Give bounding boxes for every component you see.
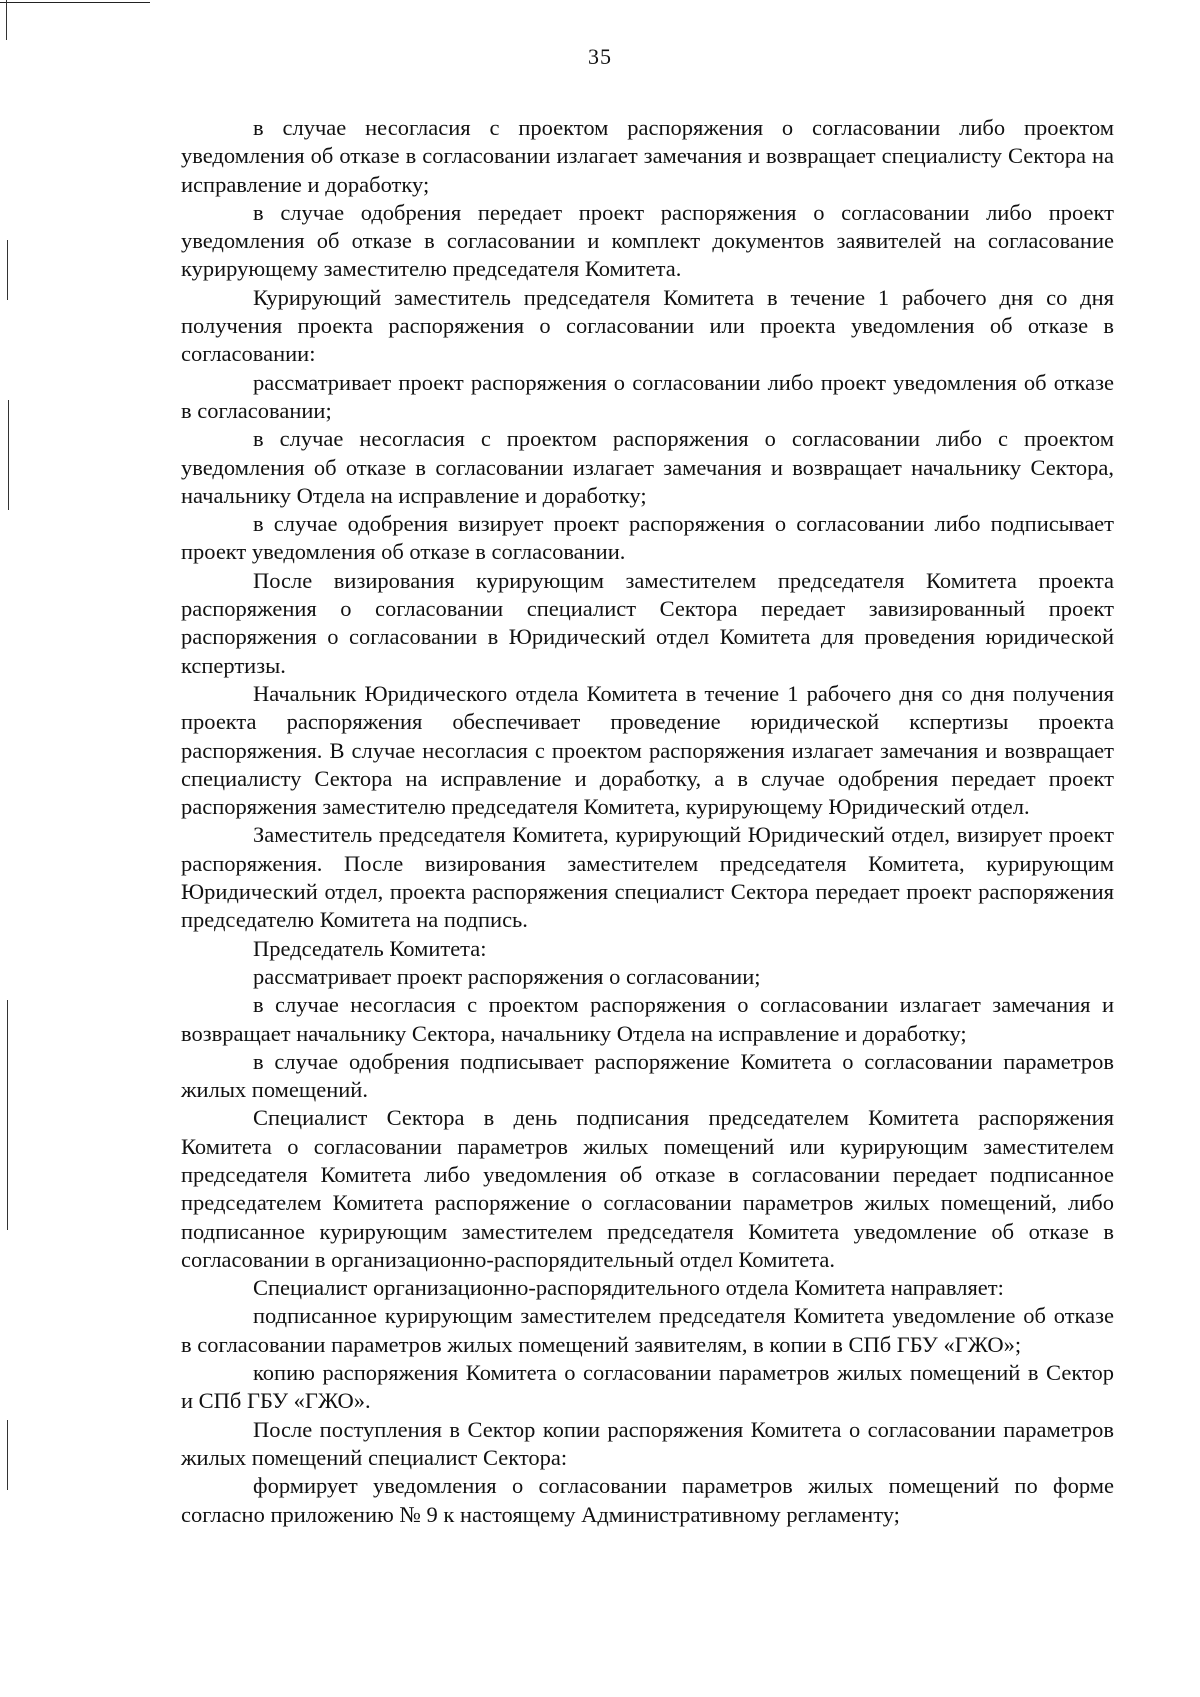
- paragraph: в случае несогласия с проектом распоряжения о согласовании излагает замечания и возвращает начальнику Сектора, начальнику Отдела на исправление и доработку;: [181, 992, 1114, 1046]
- paragraph: Начальник Юридического отдела Комитета в течение 1 рабочего дня со дня получения проекта распоряжения обеспечивает проведение юридической кспертизы проекта распоряжения. В случае несогласия с проектом распоряжения излагает замечания и возвращает специалисту Сектора на исправление и доработку, а в случае одобрения передает проект распоряжения заместителю председателя Комитета, курирующему Юридический отдел.: [181, 680, 1114, 820]
- paragraph: Курирующий заместитель председателя Комитета в течение 1 рабочего дня со дня получения проекта распоряжения о согласовании или проекта уведомления об отказе в согласовании:: [181, 284, 1114, 367]
- paragraph: Председатель Комитета:: [253, 935, 487, 961]
- page-number: 35: [588, 44, 612, 69]
- paragraph: копию распоряжения Комитета о согласовании параметров жилых помещений в Сектор и СПб ГБУ «ГЖО».: [181, 1360, 1114, 1414]
- paragraph: После поступления в Сектор копии распоряжения Комитета о согласовании параметров жилых помещений специалист Сектора:: [181, 1416, 1114, 1470]
- paragraph: После визирования курирующим заместителем председателя Комитета проекта распоряжения о согласовании специалист Сектора передает завизированный проект распоряжения о согласовании в Юридический отдел Комитета для проведения юридической кспертизы.: [181, 567, 1114, 678]
- paragraph: Заместитель председателя Комитета, курирующий Юридический отдел, визирует проект распоряжения. После визирования заместителем председателя Комитета, курирующим Юридический отдел, проекта распоряжения специалист Сектора передает проект распоряжения председателю Комитета на подпись.: [181, 822, 1114, 933]
- paragraph: Специалист Сектора в день подписания председателем Комитета распоряжения Комитета о согласовании параметров жилых помещений или курирующим заместителем председателя Комитета либо уведомления об отказе в согласовании передает подписанное председателем Комитета распоряжение о согласовании параметров жилых помещений, либо подписанное курирующим заместителем председателя Комитета уведомление об отказе в согласовании в организационно-распорядительный отдел Комитета.: [181, 1105, 1114, 1272]
- paragraph: в случае одобрения подписывает распоряжение Комитета о согласовании параметров жилых помещений.: [181, 1048, 1114, 1103]
- paragraph: в случае одобрения передает проект распоряжения о согласовании либо проект уведомления об отказе в согласовании и комплект документов заявителей на согласование курирующему заместителю председателя Комитета.: [181, 199, 1114, 282]
- paragraph: подписанное курирующим заместителем председателя Комитета уведомление об отказе в согласовании параметров жилых помещений заявителям, в копии в СПб ГБУ «ГЖО»;: [181, 1303, 1114, 1357]
- paragraph: Специалист организационно-распорядительного отдела Комитета направляет:: [253, 1275, 1004, 1301]
- paragraph: в случае несогласия с проектом распоряжения о согласовании либо с проектом уведомления об отказе в согласовании излагает замечания и возвращает начальнику Сектора, начальнику Отдела на исправление и доработку;: [181, 426, 1114, 508]
- paragraph: в случае несогласия с проектом распоряжения о согласовании либо проектом уведомления об отказе в согласовании излагает замечания и возвращает специалисту Сектора на исправление и доработку;: [181, 115, 1114, 197]
- paragraph: в случае одобрения визирует проект распоряжения о согласовании либо подписывает проект уведомления об отказе в согласовании.: [181, 511, 1114, 565]
- document-body: [181, 114, 1114, 1529]
- scan-left-edge-artifacts: [0, 0, 30, 1697]
- paragraph: рассматривает проект распоряжения о согласовании;: [253, 963, 761, 989]
- paragraph: формирует уведомления о согласовании параметров жилых помещений по форме согласно приложению № 9 к настоящему Административному регламенту;: [181, 1473, 1114, 1527]
- paragraph: рассматривает проект распоряжения о согласовании либо проект уведомления об отказе в согласовании;: [181, 369, 1114, 423]
